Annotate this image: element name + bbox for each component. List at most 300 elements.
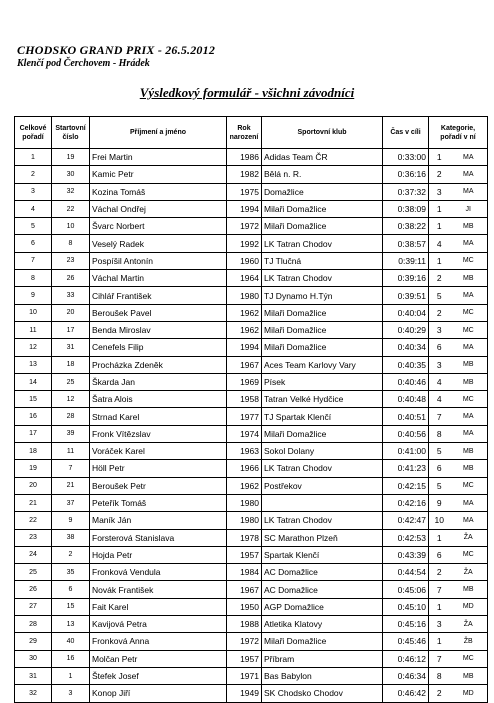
category-cell: ŽA <box>450 564 488 581</box>
name-cell: Peteřík Tomáš <box>90 494 227 511</box>
category-cell: JI <box>450 200 488 217</box>
club-cell: Milaři Domažlice <box>262 304 383 321</box>
category-cell: MA <box>450 339 488 356</box>
category-cell: MC <box>450 650 488 667</box>
year-cell: 1969 <box>227 373 262 390</box>
table-row <box>15 166 488 183</box>
overall-pos-cell: 26 <box>15 581 52 598</box>
bib-cell: 15 <box>52 598 90 615</box>
table-row <box>15 304 488 321</box>
bib-cell: 20 <box>52 304 90 321</box>
category-position-cell: 1 <box>429 149 450 166</box>
time-cell: 0:37:32 <box>383 183 429 200</box>
name-cell: Cihlář František <box>90 287 227 304</box>
club-cell: Příbram <box>262 650 383 667</box>
overall-pos-cell: 10 <box>15 304 52 321</box>
bib-cell: 25 <box>52 373 90 390</box>
club-cell: LK Tatran Chodov <box>262 270 383 287</box>
category-cell: ŽA <box>450 616 488 633</box>
bib-cell: 1 <box>52 667 90 684</box>
category-cell: MB <box>450 373 488 390</box>
bib-cell: 2 <box>52 546 90 563</box>
category-position-cell: 2 <box>429 685 450 702</box>
table-row <box>15 512 488 529</box>
time-cell: 0:39:51 <box>383 287 429 304</box>
overall-pos-cell: 22 <box>15 512 52 529</box>
bib-cell: 13 <box>52 616 90 633</box>
time-cell: 0:45:10 <box>383 598 429 615</box>
year-cell: 1992 <box>227 235 262 252</box>
category-position-cell: 1 <box>429 598 450 615</box>
category-cell: MB <box>450 356 488 373</box>
overall-pos-cell: 17 <box>15 425 52 442</box>
time-cell: 0:42:15 <box>383 477 429 494</box>
overall-pos-cell: 31 <box>15 667 52 684</box>
name-cell: Fronková Anna <box>90 633 227 650</box>
col-name: Příjmení a jméno <box>90 117 227 149</box>
table-row <box>15 598 488 615</box>
time-cell: 0:44:54 <box>383 564 429 581</box>
category-position-cell: 4 <box>429 235 450 252</box>
category-position-cell: 2 <box>429 166 450 183</box>
table-row <box>15 373 488 390</box>
category-cell: MD <box>450 598 488 615</box>
category-position-cell: 1 <box>429 218 450 235</box>
overall-pos-cell: 5 <box>15 218 52 235</box>
name-cell: Váchal Martin <box>90 270 227 287</box>
name-cell: Šatra Alois <box>90 391 227 408</box>
time-cell: 0:40:04 <box>383 304 429 321</box>
overall-pos-cell: 7 <box>15 252 52 269</box>
club-cell: LK Tatran Chodov <box>262 235 383 252</box>
category-position-cell: 9 <box>429 494 450 511</box>
time-cell: 0:41:00 <box>383 443 429 460</box>
overall-pos-cell: 2 <box>15 166 52 183</box>
category-position-cell: 7 <box>429 408 450 425</box>
time-cell: 0:40:29 <box>383 321 429 338</box>
overall-pos-cell: 30 <box>15 650 52 667</box>
bib-cell: 31 <box>52 339 90 356</box>
time-cell: 0:45:16 <box>383 616 429 633</box>
col-club: Sportovní klub <box>262 117 383 149</box>
table-row <box>15 460 488 477</box>
bib-cell: 6 <box>52 581 90 598</box>
category-cell: MA <box>450 408 488 425</box>
category-cell: MB <box>450 581 488 598</box>
bib-cell: 32 <box>52 183 90 200</box>
table-row <box>15 494 488 511</box>
year-cell: 1975 <box>227 183 262 200</box>
category-cell: MB <box>450 270 488 287</box>
time-cell: 0:40:34 <box>383 339 429 356</box>
club-cell: Adidas Team ČR <box>262 149 383 166</box>
overall-pos-cell: 15 <box>15 391 52 408</box>
bib-cell: 21 <box>52 477 90 494</box>
category-position-cell: 5 <box>429 443 450 460</box>
time-cell: 0:40:35 <box>383 356 429 373</box>
category-cell: MA <box>450 512 488 529</box>
category-position-cell: 6 <box>429 546 450 563</box>
table-row <box>15 581 488 598</box>
event-location: Klenčí pod Čerchovem - Hrádek <box>17 58 150 69</box>
table-row <box>15 270 488 287</box>
category-position-cell: 3 <box>429 356 450 373</box>
event-title: CHODSKO GRAND PRIX - 26.5.2012 <box>17 43 216 57</box>
category-position-cell: 6 <box>429 339 450 356</box>
category-position-cell: 10 <box>429 512 450 529</box>
overall-pos-cell: 24 <box>15 546 52 563</box>
time-cell: 0:36:16 <box>383 166 429 183</box>
year-cell: 1980 <box>227 512 262 529</box>
club-cell: TJ Dynamo H.Týn <box>262 287 383 304</box>
year-cell: 1957 <box>227 650 262 667</box>
overall-pos-cell: 12 <box>15 339 52 356</box>
bib-cell: 18 <box>52 356 90 373</box>
overall-pos-cell: 29 <box>15 633 52 650</box>
year-cell: 1982 <box>227 166 262 183</box>
year-cell: 1966 <box>227 460 262 477</box>
time-cell: 0:42:53 <box>383 529 429 546</box>
overall-pos-cell: 18 <box>15 443 52 460</box>
club-cell: Milaři Domažlice <box>262 321 383 338</box>
name-cell: Švarc Norbert <box>90 218 227 235</box>
overall-pos-cell: 1 <box>15 149 52 166</box>
name-cell: Höll Petr <box>90 460 227 477</box>
year-cell: 1962 <box>227 321 262 338</box>
category-cell: MA <box>450 166 488 183</box>
category-position-cell: 5 <box>429 477 450 494</box>
overall-pos-cell: 13 <box>15 356 52 373</box>
overall-pos-cell: 32 <box>15 685 52 702</box>
category-position-cell: 3 <box>429 616 450 633</box>
year-cell: 1977 <box>227 408 262 425</box>
bib-cell: 30 <box>52 166 90 183</box>
category-position-cell: 4 <box>429 373 450 390</box>
name-cell: Beroušek Petr <box>90 477 227 494</box>
year-cell: 1962 <box>227 477 262 494</box>
table-row <box>15 218 488 235</box>
time-cell: 0:41:23 <box>383 460 429 477</box>
table-row <box>15 339 488 356</box>
bib-cell: 26 <box>52 270 90 287</box>
category-cell: MB <box>450 218 488 235</box>
category-position-cell: 2 <box>429 564 450 581</box>
name-cell: Hojda Petr <box>90 546 227 563</box>
table-row <box>15 633 488 650</box>
category-position-cell: 2 <box>429 270 450 287</box>
name-cell: Štefek Josef <box>90 667 227 684</box>
overall-pos-cell: 27 <box>15 598 52 615</box>
overall-pos-cell: 19 <box>15 460 52 477</box>
bib-cell: 38 <box>52 529 90 546</box>
category-cell: MC <box>450 321 488 338</box>
category-cell: MC <box>450 304 488 321</box>
club-cell: Milaři Domažlice <box>262 633 383 650</box>
category-cell: MA <box>450 494 488 511</box>
year-cell: 1964 <box>227 270 262 287</box>
name-cell: Procházka Zdeněk <box>90 356 227 373</box>
overall-pos-cell: 25 <box>15 564 52 581</box>
category-position-cell: 3 <box>429 321 450 338</box>
table-row <box>15 149 488 166</box>
category-cell: MC <box>450 546 488 563</box>
year-cell: 1978 <box>227 529 262 546</box>
table-row <box>15 685 488 702</box>
club-cell: TJ Spartak Klenčí <box>262 408 383 425</box>
club-cell: AC Domažlice <box>262 581 383 598</box>
category-position-cell: 1 <box>429 200 450 217</box>
name-cell: Benda Miroslav <box>90 321 227 338</box>
table-row <box>15 650 488 667</box>
bib-cell: 40 <box>52 633 90 650</box>
name-cell: Fronková Vendula <box>90 564 227 581</box>
results-table <box>14 116 488 703</box>
category-position-cell: 1 <box>429 252 450 269</box>
category-cell: MC <box>450 252 488 269</box>
category-position-cell: 6 <box>429 460 450 477</box>
time-cell: 0:38:57 <box>383 235 429 252</box>
year-cell: 1949 <box>227 685 262 702</box>
time-cell: 0:40:46 <box>383 373 429 390</box>
name-cell: Novák František <box>90 581 227 598</box>
club-cell: Tatran Velké Hydčice <box>262 391 383 408</box>
overall-pos-cell: 20 <box>15 477 52 494</box>
club-cell: Milaři Domažlice <box>262 425 383 442</box>
name-cell: Kavijová Petra <box>90 616 227 633</box>
overall-pos-cell: 9 <box>15 287 52 304</box>
category-position-cell: 7 <box>429 650 450 667</box>
club-cell: SC Marathon Plzeň <box>262 529 383 546</box>
bib-cell: 3 <box>52 685 90 702</box>
overall-pos-cell: 21 <box>15 494 52 511</box>
name-cell: Fait Karel <box>90 598 227 615</box>
col-overall-pos: Celkové pořadí <box>15 117 52 149</box>
name-cell: Fronk Vítězslav <box>90 425 227 442</box>
table-row <box>15 391 488 408</box>
name-cell: Váchal Ondřej <box>90 200 227 217</box>
category-position-cell: 8 <box>429 425 450 442</box>
time-cell: 0:46:34 <box>383 667 429 684</box>
time-cell: 0:39:16 <box>383 270 429 287</box>
overall-pos-cell: 28 <box>15 616 52 633</box>
bib-cell: 22 <box>52 200 90 217</box>
year-cell: 1980 <box>227 494 262 511</box>
bib-cell: 17 <box>52 321 90 338</box>
form-title-text: Výsledkový formulář - všichni závodníci <box>139 85 355 100</box>
bib-cell: 28 <box>52 408 90 425</box>
table-row <box>15 667 488 684</box>
table-row <box>15 235 488 252</box>
category-position-cell: 7 <box>429 581 450 598</box>
club-cell: Aces Team Karlovy Vary <box>262 356 383 373</box>
year-cell: 1958 <box>227 391 262 408</box>
header-row <box>15 117 488 149</box>
time-cell: 0:43:39 <box>383 546 429 563</box>
time-cell: 0:38:09 <box>383 200 429 217</box>
bib-cell: 39 <box>52 425 90 442</box>
club-cell: Bělá n. R. <box>262 166 383 183</box>
club-cell: Spartak Klenčí <box>262 546 383 563</box>
category-cell: MA <box>450 149 488 166</box>
club-cell: Postřekov <box>262 477 383 494</box>
year-cell: 1984 <box>227 564 262 581</box>
overall-pos-cell: 11 <box>15 321 52 338</box>
year-cell: 1988 <box>227 616 262 633</box>
overall-pos-cell: 6 <box>15 235 52 252</box>
club-cell: LK Tatran Chodov <box>262 512 383 529</box>
year-cell: 1960 <box>227 252 262 269</box>
year-cell: 1972 <box>227 633 262 650</box>
year-cell: 1994 <box>227 200 262 217</box>
category-cell: MB <box>450 460 488 477</box>
bib-cell: 23 <box>52 252 90 269</box>
bib-cell: 19 <box>52 149 90 166</box>
time-cell: 0:45:06 <box>383 581 429 598</box>
time-cell: 0:39:11 <box>383 252 429 269</box>
col-year: Rok narození <box>227 117 262 149</box>
club-cell: Bas Babylon <box>262 667 383 684</box>
table-row <box>15 546 488 563</box>
table-row <box>15 183 488 200</box>
table-row <box>15 529 488 546</box>
name-cell: Frei Martin <box>90 149 227 166</box>
overall-pos-cell: 16 <box>15 408 52 425</box>
category-cell: MA <box>450 235 488 252</box>
overall-pos-cell: 14 <box>15 373 52 390</box>
name-cell: Konop Jiří <box>90 685 227 702</box>
year-cell: 1950 <box>227 598 262 615</box>
bib-cell: 9 <box>52 512 90 529</box>
category-cell: MA <box>450 425 488 442</box>
year-cell: 1963 <box>227 443 262 460</box>
time-cell: 0:42:47 <box>383 512 429 529</box>
year-cell: 1972 <box>227 218 262 235</box>
overall-pos-cell: 3 <box>15 183 52 200</box>
time-cell: 0:46:42 <box>383 685 429 702</box>
club-cell: Sokol Dolany <box>262 443 383 460</box>
time-cell: 0:42:16 <box>383 494 429 511</box>
overall-pos-cell: 23 <box>15 529 52 546</box>
name-cell: Voráček Karel <box>90 443 227 460</box>
bib-cell: 33 <box>52 287 90 304</box>
table-row <box>15 477 488 494</box>
time-cell: 0:33:00 <box>383 149 429 166</box>
table-row <box>15 564 488 581</box>
time-cell: 0:40:48 <box>383 391 429 408</box>
category-position-cell: 2 <box>429 304 450 321</box>
club-cell <box>262 494 383 511</box>
name-cell: Veselý Radek <box>90 235 227 252</box>
year-cell: 1967 <box>227 356 262 373</box>
category-cell: MA <box>450 287 488 304</box>
time-cell: 0:45:46 <box>383 633 429 650</box>
club-cell: Písek <box>262 373 383 390</box>
club-cell: AGP Domažlice <box>262 598 383 615</box>
club-cell: Atletika Klatovy <box>262 616 383 633</box>
category-position-cell: 1 <box>429 529 450 546</box>
overall-pos-cell: 4 <box>15 200 52 217</box>
table-row <box>15 200 488 217</box>
category-cell: MA <box>450 183 488 200</box>
name-cell: Maník Ján <box>90 512 227 529</box>
club-cell: LK Tatran Chodov <box>262 460 383 477</box>
bib-cell: 10 <box>52 218 90 235</box>
table-row <box>15 443 488 460</box>
name-cell: Kamic Petr <box>90 166 227 183</box>
col-time: Čas v cíli <box>383 117 429 149</box>
category-position-cell: 3 <box>429 183 450 200</box>
club-cell: Milaři Domažlice <box>262 218 383 235</box>
col-category: Kategorie, pořadí v ní <box>429 117 488 149</box>
category-cell: ŽA <box>450 529 488 546</box>
year-cell: 1974 <box>227 425 262 442</box>
name-cell: Forsterová Stanislava <box>90 529 227 546</box>
table-row <box>15 287 488 304</box>
category-cell: MC <box>450 477 488 494</box>
name-cell: Strnad Karel <box>90 408 227 425</box>
time-cell: 0:38:22 <box>383 218 429 235</box>
time-cell: 0:46:12 <box>383 650 429 667</box>
year-cell: 1994 <box>227 339 262 356</box>
name-cell: Molčan Petr <box>90 650 227 667</box>
table-row <box>15 252 488 269</box>
club-cell: TJ Tlučná <box>262 252 383 269</box>
table-row <box>15 356 488 373</box>
table-row <box>15 408 488 425</box>
bib-cell: 11 <box>52 443 90 460</box>
year-cell: 1957 <box>227 546 262 563</box>
club-cell: Milaři Domažlice <box>262 200 383 217</box>
name-cell: Kozina Tomáš <box>90 183 227 200</box>
table-row <box>15 616 488 633</box>
col-bib: Startovní číslo <box>52 117 90 149</box>
year-cell: 1986 <box>227 149 262 166</box>
name-cell: Cenefels Filip <box>90 339 227 356</box>
name-cell: Pospíšil Antonín <box>90 252 227 269</box>
year-cell: 1980 <box>227 287 262 304</box>
bib-cell: 8 <box>52 235 90 252</box>
category-position-cell: 5 <box>429 287 450 304</box>
category-cell: MD <box>450 685 488 702</box>
form-title <box>0 85 494 101</box>
bib-cell: 37 <box>52 494 90 511</box>
time-cell: 0:40:51 <box>383 408 429 425</box>
club-cell: SK Chodsko Chodov <box>262 685 383 702</box>
category-position-cell: 1 <box>429 633 450 650</box>
category-position-cell: 8 <box>429 667 450 684</box>
table-row <box>15 321 488 338</box>
category-cell: MB <box>450 667 488 684</box>
year-cell: 1971 <box>227 667 262 684</box>
overall-pos-cell: 8 <box>15 270 52 287</box>
bib-cell: 7 <box>52 460 90 477</box>
year-cell: 1967 <box>227 581 262 598</box>
name-cell: Beroušek Pavel <box>90 304 227 321</box>
category-cell: MC <box>450 391 488 408</box>
category-cell: ŽB <box>450 633 488 650</box>
bib-cell: 35 <box>52 564 90 581</box>
name-cell: Škarda Jan <box>90 373 227 390</box>
club-cell: AC Domažlice <box>262 564 383 581</box>
category-position-cell: 4 <box>429 391 450 408</box>
table-row <box>15 425 488 442</box>
bib-cell: 16 <box>52 650 90 667</box>
category-cell: MB <box>450 443 488 460</box>
club-cell: Domažlice <box>262 183 383 200</box>
club-cell: Milaři Domažlice <box>262 339 383 356</box>
year-cell: 1962 <box>227 304 262 321</box>
bib-cell: 12 <box>52 391 90 408</box>
